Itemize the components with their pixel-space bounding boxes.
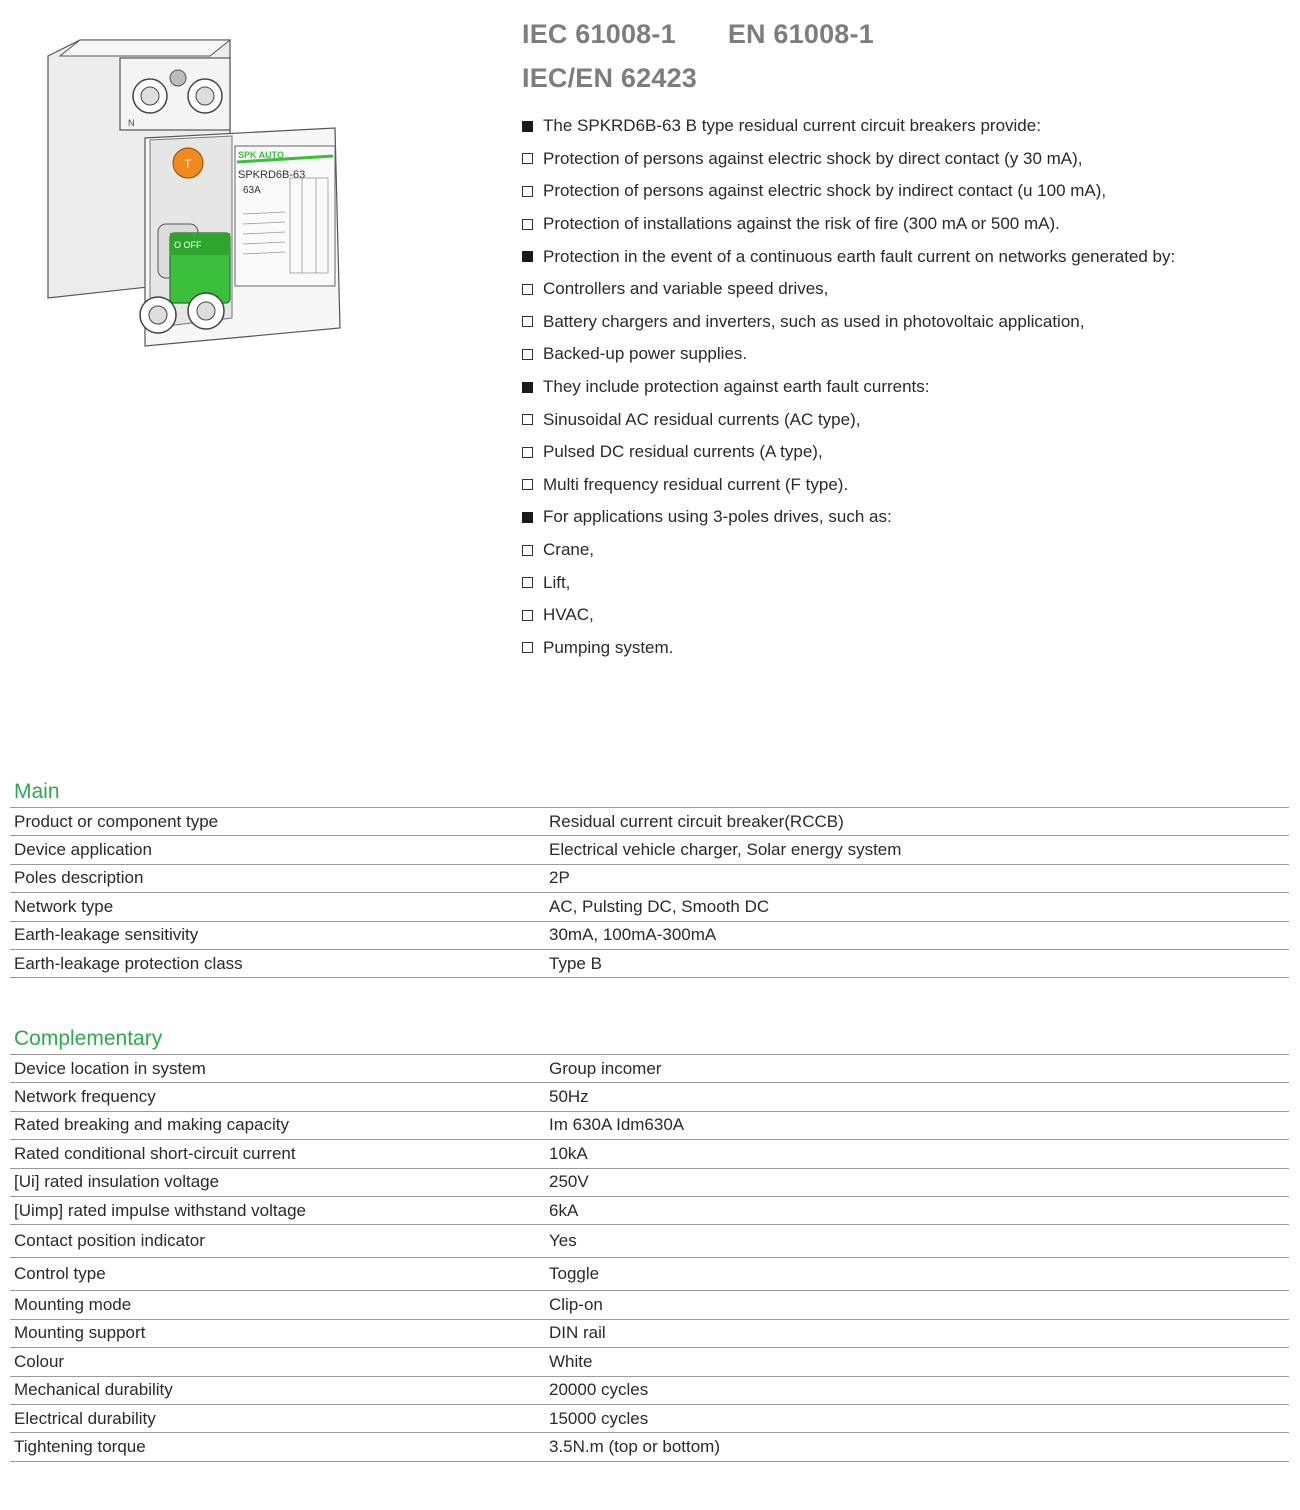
table-row	[10, 1258, 1289, 1291]
spec-label: Electrical durability	[14, 1408, 156, 1428]
table-row	[10, 1112, 1289, 1140]
product-image	[40, 28, 350, 358]
spec-label: Mounting support	[14, 1323, 146, 1343]
feature-item	[522, 534, 1175, 567]
spec-label: Device application	[14, 840, 152, 860]
spec-value: Type B	[549, 953, 602, 973]
spec-label: Rated conditional short-circuit current	[14, 1143, 296, 1163]
table-row	[10, 808, 1289, 836]
table-row	[10, 1140, 1289, 1168]
feature-text: They include protection against earth fault currents:	[543, 377, 930, 397]
empty-square-bullet-icon	[522, 545, 533, 556]
feature-item	[522, 208, 1175, 241]
main-spec-section	[10, 777, 1289, 978]
spec-value: 250V	[549, 1172, 589, 1192]
feature-item	[522, 436, 1175, 469]
spec-label: Contact position indicator	[14, 1231, 205, 1251]
table-row	[10, 922, 1289, 950]
feature-item	[522, 599, 1175, 632]
empty-square-bullet-icon	[522, 219, 533, 230]
spec-value: Group incomer	[549, 1058, 662, 1078]
test-button-letter: T	[184, 157, 192, 171]
table-row	[10, 893, 1289, 921]
feature-item	[522, 240, 1175, 273]
spec-label: Poles description	[14, 868, 144, 888]
feature-text: Protection of persons against electric shock by indirect contact (u 100 mA),	[543, 181, 1107, 201]
spec-label: [Ui] rated insulation voltage	[14, 1172, 220, 1192]
empty-square-bullet-icon	[522, 577, 533, 588]
table-row	[10, 1377, 1289, 1405]
spec-value: 2P	[549, 868, 570, 888]
table-row	[10, 950, 1289, 978]
spec-value: Toggle	[549, 1264, 600, 1284]
spec-label: Device location in system	[14, 1058, 206, 1078]
feature-item	[522, 566, 1175, 599]
spec-label: Rated breaking and making capacity	[14, 1115, 289, 1135]
filled-square-bullet-icon	[522, 512, 533, 523]
spec-value: 30mA, 100mA-300mA	[549, 925, 717, 945]
spec-label: Product or component type	[14, 811, 219, 831]
feature-item	[522, 273, 1175, 306]
feature-text: Protection of installations against the risk of fire (300 mA or 500 mA).	[543, 214, 1060, 234]
empty-square-bullet-icon	[522, 447, 533, 458]
spec-value: White	[549, 1351, 593, 1371]
spec-label: Tightening torque	[14, 1436, 146, 1456]
filled-square-bullet-icon	[522, 251, 533, 262]
feature-item	[522, 338, 1175, 371]
spec-value: 50Hz	[549, 1087, 589, 1107]
feature-item	[522, 632, 1175, 665]
table-row	[10, 1169, 1289, 1197]
standard-iec-61008: IEC 61008-1	[522, 19, 676, 49]
feature-item	[522, 175, 1175, 208]
spec-label: Network frequency	[14, 1087, 156, 1107]
empty-square-bullet-icon	[522, 610, 533, 621]
spec-label: Earth-leakage sensitivity	[14, 925, 199, 945]
empty-square-bullet-icon	[522, 414, 533, 425]
spec-value: 6kA	[549, 1200, 579, 1220]
spec-value: AC, Pulsting DC, Smooth DC	[549, 896, 770, 916]
feature-text: Backed-up power supplies.	[543, 344, 748, 364]
table-row	[10, 1405, 1289, 1433]
empty-square-bullet-icon	[522, 316, 533, 327]
table-row	[10, 1083, 1289, 1111]
feature-text: Pumping system.	[543, 637, 674, 657]
table-row	[10, 865, 1289, 893]
empty-square-bullet-icon	[522, 642, 533, 653]
filled-square-bullet-icon	[522, 121, 533, 132]
rating-label: 63A	[243, 185, 261, 196]
standard-iec-en-62423: IEC/EN 62423	[522, 63, 697, 93]
table-row	[10, 1348, 1289, 1376]
feature-item	[522, 143, 1175, 176]
feature-item	[522, 501, 1175, 534]
spec-value: Electrical vehicle charger, Solar energy system	[549, 840, 902, 860]
standard-en-61008: EN 61008-1	[727, 19, 874, 49]
spec-value: DIN rail	[549, 1323, 606, 1343]
empty-square-bullet-icon	[522, 479, 533, 490]
feature-text: Sinusoidal AC residual currents (AC type),	[543, 409, 861, 429]
model-label: SPKRD6B-63	[238, 169, 306, 181]
spec-value: 10kA	[549, 1143, 588, 1163]
feature-item	[522, 110, 1175, 143]
spec-value: 20000 cycles	[549, 1380, 649, 1400]
feature-text: Pulsed DC residual currents (A type),	[543, 442, 823, 462]
terminal-n-label: N	[128, 118, 135, 128]
feature-text: Protection of persons against electric shock by direct contact (y 30 mA),	[543, 148, 1083, 168]
spec-value: Residual current circuit breaker(RCCB)	[549, 811, 844, 831]
table-row	[10, 1291, 1289, 1319]
spec-label: Control type	[14, 1264, 106, 1284]
feature-text: The SPKRD6B-63 B type residual current circuit breakers provide:	[543, 116, 1041, 136]
empty-square-bullet-icon	[522, 153, 533, 164]
feature-item	[522, 469, 1175, 502]
complementary-spec-table	[10, 1055, 1289, 1462]
feature-text: Battery chargers and inverters, such as used in photovoltaic application,	[543, 311, 1085, 331]
spec-label: Earth-leakage protection class	[14, 953, 243, 973]
spec-label: Colour	[14, 1351, 65, 1371]
feature-text: Lift,	[543, 572, 571, 592]
table-row	[10, 836, 1289, 864]
empty-square-bullet-icon	[522, 284, 533, 295]
feature-list	[522, 110, 1175, 664]
standards-header	[522, 12, 874, 100]
brand-label: SPK AUTO	[238, 150, 285, 160]
spec-value: Clip-on	[549, 1295, 603, 1315]
handle-off-label: O OFF	[174, 240, 202, 250]
feature-text: HVAC,	[543, 605, 594, 625]
feature-text: Controllers and variable speed drives,	[543, 279, 829, 299]
feature-text: Protection in the event of a continuous earth fault current on networks generated by:	[543, 246, 1176, 266]
spec-value: Yes	[549, 1231, 577, 1251]
feature-text: Multi frequency residual current (F type).	[543, 474, 849, 494]
feature-item	[522, 371, 1175, 404]
empty-square-bullet-icon	[522, 349, 533, 360]
complementary-spec-section	[10, 1024, 1289, 1462]
empty-square-bullet-icon	[522, 186, 533, 197]
filled-square-bullet-icon	[522, 382, 533, 393]
spec-label: Mounting mode	[14, 1295, 132, 1315]
table-row	[10, 1433, 1289, 1461]
spec-label: Network type	[14, 896, 114, 916]
spec-value: Im 630A Idm630A	[549, 1115, 685, 1135]
spec-value: 3.5N.m (top or bottom)	[549, 1436, 721, 1456]
feature-item	[522, 306, 1175, 339]
spec-label: Mechanical durability	[14, 1380, 173, 1400]
feature-item	[522, 403, 1175, 436]
table-row	[10, 1197, 1289, 1225]
main-section-title: Main	[14, 780, 60, 803]
main-spec-table	[10, 808, 1289, 978]
feature-text: For applications using 3-poles drives, such as:	[543, 507, 892, 527]
feature-text: Crane,	[543, 540, 595, 560]
complementary-section-title: Complementary	[14, 1027, 163, 1050]
table-row	[10, 1055, 1289, 1083]
spec-value: 15000 cycles	[549, 1408, 649, 1428]
table-row	[10, 1225, 1289, 1258]
table-row	[10, 1320, 1289, 1348]
spec-label: [Uimp] rated impulse withstand voltage	[14, 1200, 306, 1220]
